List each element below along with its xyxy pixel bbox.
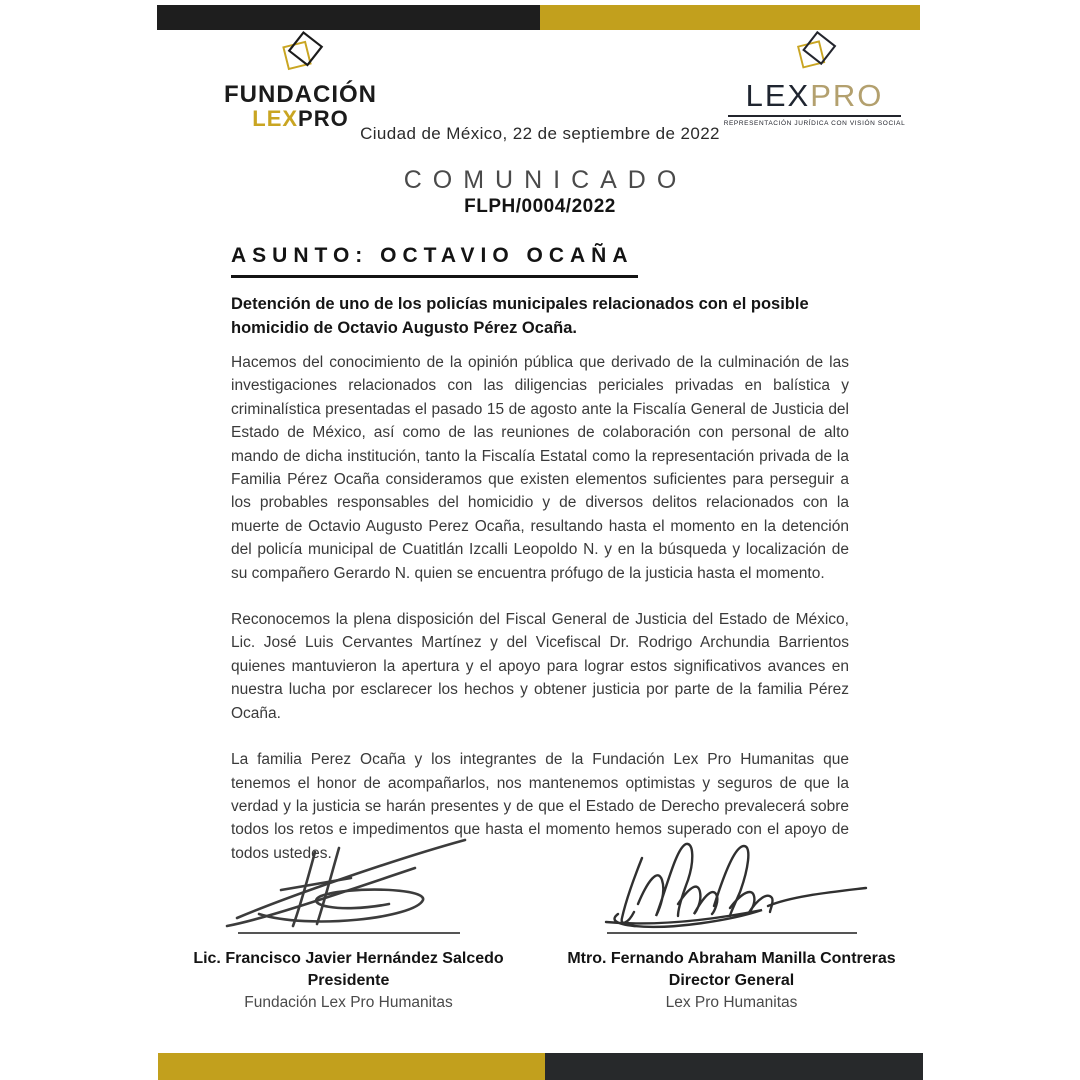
paragraph-1: Hacemos del conocimiento de la opinión pública que derivado de la culminación de las investigaciones relacionados con las diligencias periciales privadas en balística y criminalística presentadas el pasado 15 de agosto ante la Fiscalía General de Justicia del Estado de México, así como de las reuniones de colaboración con personal de alto mando de dicha institución, tanto la Fiscalía Estatal como la representación privada de la Familia Pérez Ocaña consideramos que existen elementos suficientes para perseguir a los probables responsables del homicidio y de diversos delitos relacionados con la muerte de Octavio Augusto Perez Ocaña, resultando hasta el momento en la detención del policía municipal de Cuatitlán Izcalli Leopoldo N. y en la búsqueda y localización de su compañero Gerardo N. quien se encuentra prófugo de la justicia hasta el momento. (231, 354, 849, 582)
signatory-title: Director General (668, 971, 795, 989)
logo-left-pro: PRO (298, 106, 349, 132)
diamond-squares-icon (789, 30, 841, 78)
subject-heading: ASUNTO: OCTAVIO OCAÑA (231, 244, 638, 278)
folio-number: FLPH/0004/2022 (464, 196, 616, 217)
signatory-org: Fundación Lex Pro Humanitas (244, 994, 453, 1012)
signatory-name: Lic. Francisco Javier Hernández Salcedo (193, 950, 504, 967)
signature-block (157, 834, 923, 1014)
signature-line (238, 932, 460, 934)
top-bar-black (157, 5, 540, 30)
signature-right-scribble (582, 834, 882, 930)
paragraph-2: Reconocemos la plena disposición del Fiscal General de Justicia del Estado de México, Lic. José Luis Cervantes Martínez y del Vicefiscal Dr. Rodrigo Archundia Barrientos quienes mantuvieron la apertura y el apoyo para lograr estos significativos avances en nuestra lucha por esclarecer los hechos y obtener justicia por parte de la familia Pérez Ocaña. (231, 611, 849, 722)
subject-summary: Detención de uno de los policías municipales relacionados con el posible homicidio de Octavio Augusto Pérez Ocaña. (231, 295, 809, 337)
signatory-org: Lex Pro Humanitas (665, 994, 798, 1012)
top-bar-gold (540, 5, 920, 30)
body-text (231, 351, 849, 888)
bottom-bar-gold (158, 1053, 545, 1080)
logo-right-word (722, 80, 907, 111)
dateline: Ciudad de México, 22 de septiembre de 2022 (360, 124, 720, 143)
signature-right-column (540, 834, 923, 1014)
logo-right-tagline: REPRESENTACIÓN JURÍDICA CON VISIÓN SOCIAL (723, 120, 906, 127)
logo-left-lex: LEX (252, 106, 299, 132)
signatory-name: Mtro. Fernando Abraham Manilla Contreras (567, 950, 896, 967)
logo-left-line1: FUNDACIÓN (224, 81, 377, 108)
comunicado-title: COMUNICADO (403, 166, 688, 194)
diamond-squares-icon (274, 30, 328, 80)
signature-left-scribble (219, 834, 479, 930)
bottom-bar-dark (545, 1053, 923, 1080)
lexpro-logo (722, 30, 907, 127)
paragraph-3: La familia Perez Ocaña y los integrantes de la Fundación Lex Pro Humanitas que tenemos el honor de acompañarlos, nos mantenemos optimistas y seguros de que la verdad y la justicia se harán presentes y de que el Estado de Derecho prevalecerá sobre todos los retos e impedimentos que hasta el momento hemos superado con el apoyo de todos ustedes. (231, 751, 849, 862)
signatory-title: Presidente (307, 971, 390, 989)
logo-right-lex: LEX (745, 78, 811, 113)
signature-line (607, 932, 857, 934)
signature-left-column (157, 834, 540, 1014)
fundacion-lexpro-logo (218, 30, 383, 130)
logo-right-pro: PRO (810, 78, 884, 113)
logo-right-rule (728, 115, 901, 117)
